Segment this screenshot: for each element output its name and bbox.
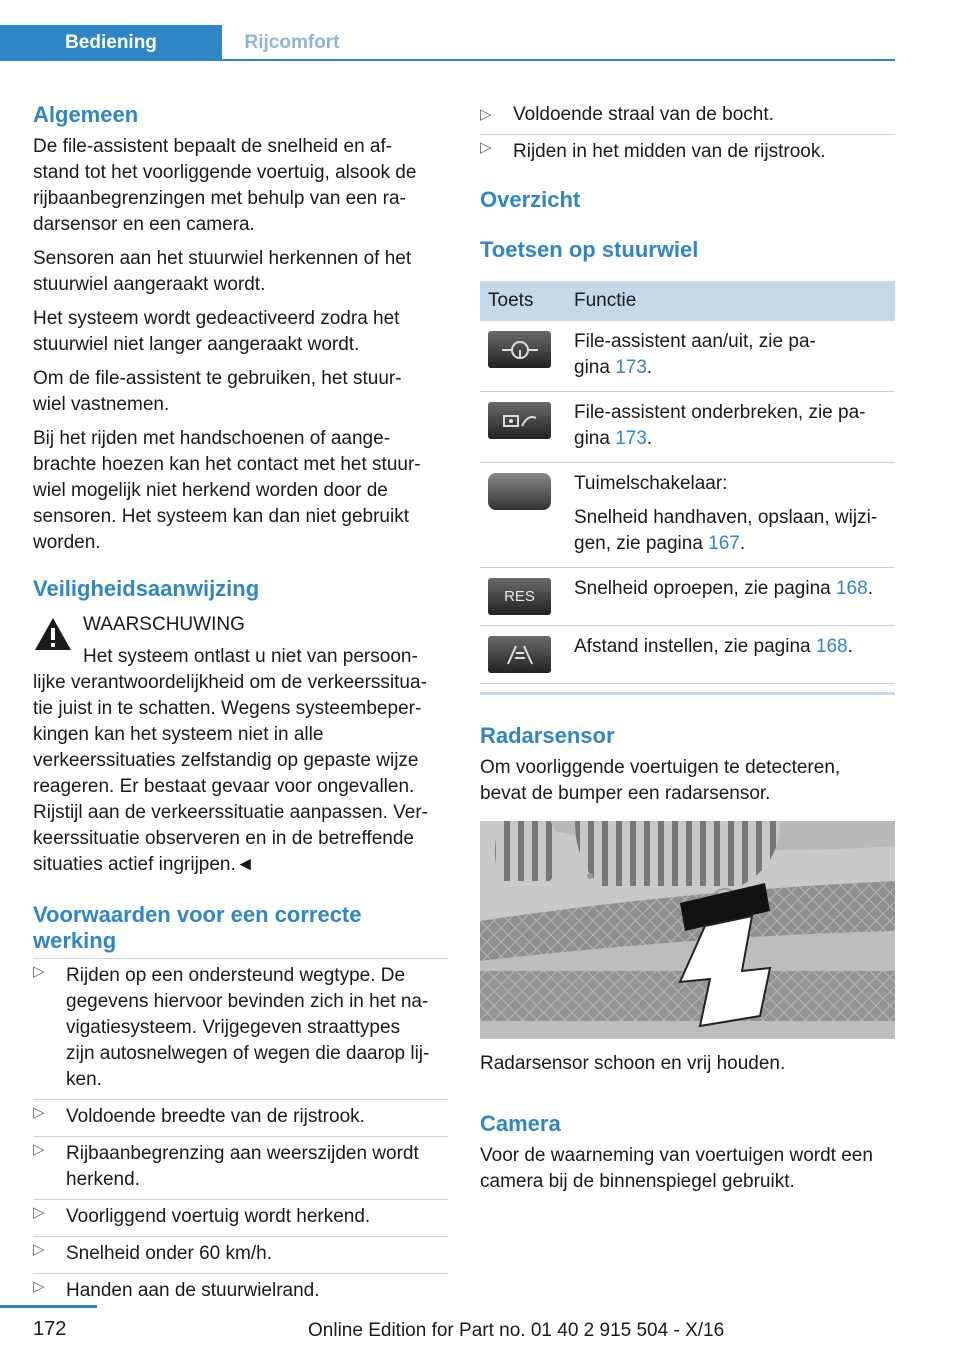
- icon-cell: [480, 321, 566, 392]
- list-item: [33, 1237, 448, 1273]
- page-link[interactable]: 168: [815, 636, 848, 657]
- function-cell: [566, 321, 895, 392]
- table-row: [480, 321, 895, 392]
- text-line: stand tot het voorliggende voertuig, alsook de: [33, 162, 417, 183]
- text-line: herkend.: [66, 1169, 140, 1190]
- page-link[interactable]: 173: [615, 428, 647, 449]
- triangle-bullet-icon: ▷: [480, 106, 492, 123]
- icon-cell: [480, 392, 566, 463]
- text-line: [574, 531, 887, 557]
- function-cell: [566, 568, 895, 626]
- text-line: keerssituatie observeren en in de betreffende: [33, 828, 414, 849]
- text-line: [574, 634, 887, 660]
- steering-assist-icon: [488, 331, 551, 368]
- text-line: [574, 576, 887, 602]
- keys-table: [480, 281, 895, 684]
- rocker-switch-icon: [488, 473, 551, 510]
- text-line: ken.: [66, 1069, 102, 1090]
- triangle-bullet-icon: ▷: [33, 963, 45, 980]
- text-line: Voor de waarneming van voertuigen wordt een: [480, 1145, 873, 1166]
- function-cell: [566, 392, 895, 463]
- text-line: tie juist in te schatten. Wegens systeembeper-: [33, 698, 422, 719]
- radar-sensor-photo: [480, 821, 895, 1039]
- bullet-list-conditions: [33, 958, 448, 1310]
- text-line: stuurwiel niet langer aangeraakt wordt.: [33, 334, 360, 355]
- table-row: [480, 626, 895, 684]
- text-span: .: [867, 578, 873, 599]
- triangle-bullet-icon: ▷: [33, 1241, 45, 1258]
- icon-cell: [480, 463, 566, 568]
- triangle-bullet-icon: ▷: [33, 1278, 45, 1295]
- text-line: Snelheid onder 60 km/h.: [66, 1243, 272, 1264]
- heading-camera: Camera: [480, 1111, 561, 1136]
- text-span: Snelheid oproepen, zie pagina: [574, 578, 836, 599]
- text-line: kingen kan het systeem niet in alle: [33, 724, 324, 745]
- text-span: gina: [574, 428, 616, 449]
- text-line: Rijden op een ondersteund wegtype. De: [66, 965, 406, 986]
- table-end-rule: [480, 692, 895, 695]
- text-line: Snelheid handhaven, opslaan, wijzi-: [574, 507, 878, 528]
- tab-rijcomfort[interactable]: Rijcomfort: [244, 32, 340, 53]
- triangle-bullet-icon: ▷: [33, 1141, 45, 1158]
- paragraph-camera: [480, 1143, 895, 1195]
- function-cell: [566, 463, 895, 568]
- table-row: [480, 463, 895, 568]
- text-line: Voldoende straal van de bocht.: [513, 104, 774, 125]
- assist-interrupt-icon: [488, 402, 551, 439]
- text-line: De file-assistent bepaalt de snelheid en af-: [33, 136, 393, 157]
- text-line: situaties actief ingrijpen.◄: [33, 854, 255, 875]
- list-item: [33, 1200, 448, 1236]
- heading-veiligheid: Veiligheidsaanwijzing: [33, 576, 260, 601]
- text-line: camera bij de binnenspiegel gebruikt.: [480, 1171, 795, 1192]
- function-cell: [566, 626, 895, 684]
- warning-icon: [33, 616, 73, 652]
- page-link[interactable]: 168: [835, 578, 868, 599]
- text-line: Rijbaanbegrenzing aan weerszijden wordt: [66, 1143, 419, 1164]
- list-item: [33, 1100, 448, 1136]
- text-span: .: [739, 533, 746, 554]
- text-line: File-assistent onderbreken, zie pa-: [574, 402, 866, 423]
- text-line: Rijden in het midden van de rijstrook.: [513, 141, 826, 162]
- text-line: gegevens hiervoor bevinden zich in het na-: [66, 991, 429, 1012]
- icon-cell: [480, 626, 566, 684]
- res-button-icon: RES: [488, 578, 551, 615]
- triangle-bullet-icon: ▷: [480, 139, 492, 156]
- page-link[interactable]: 173: [615, 357, 647, 378]
- triangle-bullet-icon: ▷: [33, 1204, 45, 1221]
- text-line: Voorliggend voertuig wordt herkend.: [66, 1206, 371, 1227]
- text-span: gina: [574, 357, 616, 378]
- paragraph-gloves: [33, 426, 448, 556]
- text-line: File-assistent aan/uit, zie pa-: [574, 331, 816, 352]
- text-span: Afstand instellen, zie pagina: [574, 636, 816, 657]
- text-span: .: [646, 428, 653, 449]
- text-line: zijn autosnelwegen of wegen die daarop lij-: [66, 1043, 430, 1064]
- edition-footer: Online Edition for Part no. 01 40 2 915 504 - X/16: [308, 1320, 725, 1341]
- heading-voorwaarden: [33, 902, 448, 954]
- distance-icon: [488, 636, 551, 673]
- heading-line: werking: [33, 928, 117, 953]
- text-line: Handen aan de stuurwielrand.: [66, 1280, 320, 1301]
- column-header-toets: Toets: [480, 281, 566, 321]
- text-line: vigatiesysteem. Vrijgegeven straattypes: [66, 1017, 401, 1038]
- heading-line: Voorwaarden voor een correcte: [33, 902, 362, 927]
- text-line: wiel mogelijk niet herkend worden door de: [33, 480, 388, 501]
- text-line: bevat de bumper een radarsensor.: [480, 783, 771, 804]
- left-column: [33, 102, 448, 1310]
- heading-toetsen: Toetsen op stuurwiel: [480, 237, 699, 262]
- page-number: 172: [33, 1318, 67, 1340]
- text-line: sensoren. Het systeem kan dan niet gebruikt: [33, 506, 409, 527]
- header-rule: [222, 59, 895, 61]
- list-item: [33, 1137, 448, 1199]
- text-line: darsensor en een camera.: [33, 214, 255, 235]
- text-line: Sensoren aan het stuurwiel herkennen of het: [33, 248, 412, 269]
- paragraph-sensors: [33, 246, 448, 298]
- text-line: rijbaanbegrenzingen met behulp van een ra-: [33, 188, 406, 209]
- text-line: [574, 355, 887, 381]
- paragraph-algemeen: [33, 134, 448, 238]
- heading-overzicht: Overzicht: [480, 187, 581, 212]
- text-line: verkeerssituaties zelfstandig op gepaste wijze: [33, 750, 419, 771]
- text-span: .: [847, 636, 853, 657]
- text-line: Het systeem wordt gedeactiveerd zodra het: [33, 308, 400, 329]
- heading-algemeen: Algemeen: [33, 102, 139, 127]
- paragraph-usage: [33, 366, 448, 418]
- text-line: Rijstijl aan de verkeerssituatie aanpassen. Ver-: [33, 802, 428, 823]
- text-line: reageren. Er bestaat gevaar voor ongevallen.: [33, 776, 415, 797]
- list-item: [33, 959, 448, 1099]
- text-span: gen, zie pagina: [574, 533, 709, 554]
- triangle-bullet-icon: ▷: [33, 1104, 45, 1121]
- warning-label: WAARSCHUWING: [83, 614, 245, 635]
- text-line: Om voorliggende voertuigen te detecteren,: [480, 757, 841, 778]
- footer-rule: [0, 1305, 97, 1308]
- list-item: [480, 135, 895, 165]
- text-span: .: [646, 357, 653, 378]
- right-column: [480, 102, 895, 1195]
- text-line: worden.: [33, 532, 101, 553]
- text-line: lijke verantwoordelijkheid om de verkeerssitua-: [33, 672, 427, 693]
- column-header-functie: Functie: [566, 281, 895, 321]
- paragraph-deactivation: [33, 306, 448, 358]
- bullet-list-continued: [480, 102, 895, 165]
- icon-cell: [480, 568, 566, 626]
- text-line: Bij het rijden met handschoenen of aange-: [33, 428, 391, 449]
- text-line: Het systeem ontlast u niet van persoon-: [83, 646, 418, 667]
- text-line: wiel vastnemen.: [33, 394, 170, 415]
- table-row: [480, 392, 895, 463]
- radar-caption: Radarsensor schoon en vrij houden.: [480, 1053, 786, 1074]
- text-line: Om de file-assistent te gebruiken, het stuur-: [33, 368, 402, 389]
- warning-block: [33, 612, 448, 878]
- page-link[interactable]: 167: [708, 533, 740, 554]
- table-row: [480, 568, 895, 626]
- tab-bediening[interactable]: Bediening: [0, 25, 222, 61]
- text-line: brachte hoezen kan het contact met het stuur-: [33, 454, 421, 475]
- paragraph-radar: [480, 755, 895, 807]
- list-item: [480, 102, 895, 134]
- text-line: Voldoende breedte van de rijstrook.: [66, 1106, 365, 1127]
- table-header-row: [480, 281, 895, 321]
- text-line: [574, 426, 887, 452]
- text-line: Tuimelschakelaar:: [574, 473, 728, 494]
- text-line: stuurwiel aangeraakt wordt.: [33, 274, 266, 295]
- heading-radarsensor: Radarsensor: [480, 723, 615, 748]
